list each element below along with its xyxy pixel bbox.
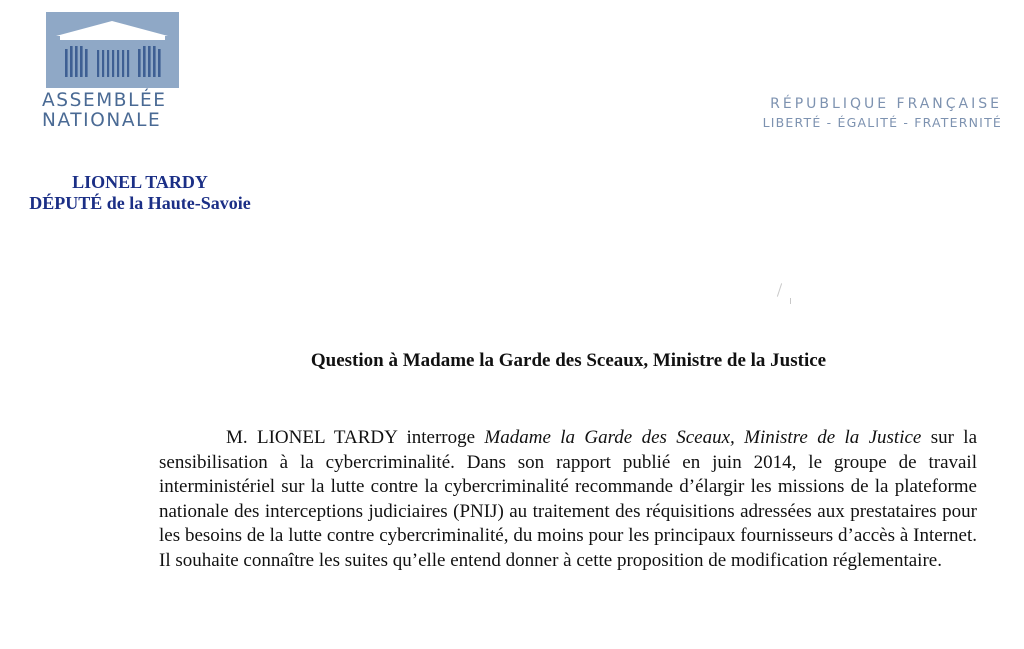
palais-bourbon-icon <box>46 12 179 88</box>
scan-speck <box>777 283 782 297</box>
republique-francaise: RÉPUBLIQUE FRANÇAISE <box>770 96 1002 112</box>
assemblee-logo <box>46 12 179 88</box>
question-body-text: sur la sensibilisation à la cybercriminalité. Dans son rapport publié en juin 2014, le groupe de travail interministériel sur la lutte contre la cybercriminalité recommande d’élargir les missions de la plateforme nationale des interceptions judiciaires (PNIJ) au traitement des réquisitions adressées aux prestataires pour les besoins de la lutte contre cybercriminalité, du moins pour les principaux fournisseurs d’accès à Internet. Il souhaite connaître les suites qu’elle entend donner à cette proposition de modification réglementaire. <box>159 427 978 571</box>
assembly-name-line1: ASSEMBLÉE <box>42 90 167 111</box>
scan-speck <box>790 298 791 304</box>
question-title: Question à Madame la Garde des Sceaux, Ministre de la Justice <box>310 350 827 371</box>
liberte-egalite-fraternite: LIBERTÉ - ÉGALITÉ - FRATERNITÉ <box>762 115 1002 130</box>
deputy-block <box>0 172 280 214</box>
assembly-name-line2: NATIONALE <box>42 110 162 131</box>
question-body-lead: M. LIONEL TARDY interroge <box>226 427 485 448</box>
republic-motto <box>763 95 1002 133</box>
assembly-name <box>42 91 184 131</box>
question-body <box>159 426 977 574</box>
question-body-addressee: Madame la Garde des Sceaux, Ministre de la Justice <box>484 427 922 448</box>
deputy-name: LIONEL TARDY <box>72 172 208 192</box>
deputy-title: DÉPUTÉ de la Haute-Savoie <box>29 193 251 213</box>
